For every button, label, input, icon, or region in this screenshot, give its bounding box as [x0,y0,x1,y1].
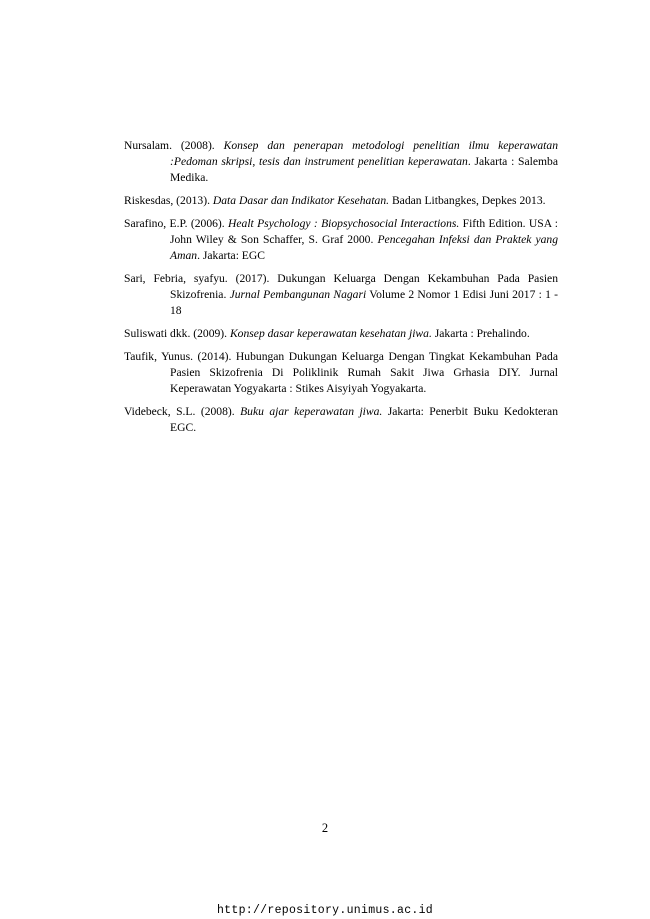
reference-title: Data Dasar dan Indikator Kesehatan. [212,194,390,207]
reference-lead: Taufik, Yunus. (2014). Hubungan Dukungan Keluarga Dengan Tingkat Kekambuhan Pada Pasien Skizofrenia Di Poliklinik Rumah Sakit Jiwa Grhasia DIY. Jurnal Keperawatan Yogyakarta : Stikes Aisyiyah Yogyakarta. [124,350,558,395]
reference-title: Konsep dan penerapan metodologi penelitian ilmu keperawatan :Pedoman skripsi, tesis dan instrument penelitian keperawatan [170,139,558,168]
reference-title-secondary: Pencegahan Infeksi dan Praktek yang Aman [170,233,558,262]
reference-entry [124,193,558,209]
reference-lead: Sarafino, E.P. (2006). [124,217,229,230]
reference-entry [124,326,558,342]
reference-tail-secondary: . Jakarta: EGC [197,249,265,262]
reference-tail: Jakarta: Penerbit Buku Kedokteran EGC. [170,405,558,434]
reference-lead: Nursalam. (2008). [124,139,224,152]
reference-tail: Badan Litbangkes, Depkes 2013. [389,194,546,207]
reference-title: Konsep dasar keperawatan kesehatan jiwa. [229,327,432,340]
reference-entry [124,404,558,436]
reference-title: Buku ajar keperawatan jiwa. [240,405,383,418]
footer-url: http://repository.unimus.ac.id [216,904,434,917]
reference-lead: Videbeck, S.L. (2008). [124,405,241,418]
reference-entry [124,138,558,186]
reference-entry [124,349,558,397]
reference-tail: Jakarta : Prehalindo. [431,327,530,340]
reference-lead: Suliswati dkk. (2009). [124,327,230,340]
reference-tail: . Jakarta : Salemba Medika. [170,155,558,184]
reference-lead: Riskesdas, (2013). [124,194,213,207]
reference-entry [124,216,558,264]
reference-entry [124,271,558,319]
reference-lead: Sari, Febria, syafyu. (2017). Dukungan Keluarga Dengan Kekambuhan Pada Pasien Skizofrenia. [124,272,558,301]
reference-tail: Volume 2 Nomor 1 Edisi Juni 2017 : 1 - 18 [170,288,558,317]
reference-list [124,138,558,443]
reference-tail: Fifth Edition. USA : John Wiley & Son Schaffer, S. Graf 2000. [170,217,558,246]
page-number: 2 [321,821,329,835]
reference-title: Healt Psychology : Biopsychosocial Interactions. [228,217,460,230]
reference-title: Jurnal Pembangunan Nagari [229,288,367,301]
